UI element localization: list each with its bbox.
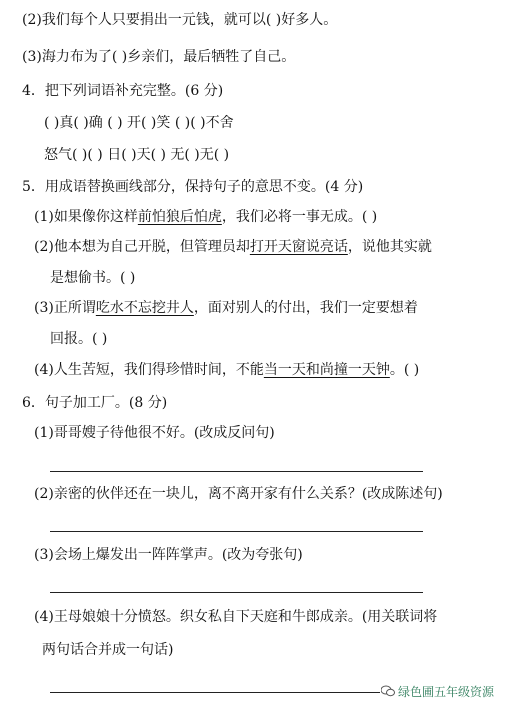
wechat-logo-icon [381,685,395,700]
q6-item-1: (1)哥哥嫂子待他很不好。(改成反问句) [34,425,275,441]
answer-line-3[interactable] [50,592,423,593]
q5-item-3 [34,298,418,318]
q5-item-3-continued: 回报。( ) [50,331,108,347]
q4-row-1: ( )真( )确 ( ) 开( )笑 ( )( )不舍 [44,115,234,131]
q4-row-2: 怒气( )( ) 日( )天( ) 无( )无( ) [44,147,230,163]
q5-item-4-underlined-phrase: 当一天和尚撞一天钟 [263,362,390,378]
q5-item-1-text-a: (1)如果像你这样 [34,209,138,225]
q3-item-2: (2)我们每个人只要捐出一元钱，就可以( )好多人。 [22,12,338,28]
answer-line-1[interactable] [50,471,423,472]
q6-item-3: (3)会场上爆发出一阵阵掌声。(改为夸张句) [34,547,303,563]
q5-item-1-underlined-phrase: 前怕狼后怕虎 [137,209,222,225]
q6-item-2: (2)亲密的伙伴还在一块儿，离不离开家有什么关系？(改成陈述句) [34,486,443,502]
q5-item-2-text-a: (2)他本想为自己开脱，但管理员却 [34,239,250,255]
answer-line-2[interactable] [50,531,423,532]
q6-item-4-continued: 两句话合并成一句话) [42,642,174,658]
watermark-text: 绿色圃五年级资源 [398,685,495,699]
answer-line-4[interactable] [50,692,380,693]
q5-item-3-underlined-phrase: 吃水不忘挖井人 [95,300,194,316]
q5-item-2-underlined-phrase: 打开天窗说亮话 [249,239,348,255]
q6-item-4: (4)王母娘娘十分愤怒。织女私自下天庭和牛郎成亲。(用关联词将 [34,609,438,625]
q4-heading: 4．把下列词语补充完整。(6 分) [22,83,224,99]
q3-item-3: (3)海力布为了( )乡亲们，最后牺牲了自己。 [22,49,296,65]
q6-heading: 6．句子加工厂。(8 分) [22,395,168,411]
watermark [381,683,494,700]
q5-item-3-text-a: (3)正所谓 [34,300,96,316]
q5-item-3-text-b: ，面对别人的付出，我们一定要想着 [193,300,418,316]
q5-item-2 [34,237,432,257]
q5-item-1 [34,207,377,227]
q5-item-4-text-a: (4)人生苦短，我们得珍惜时间，不能 [34,362,264,378]
q5-item-4 [34,360,419,380]
q5-item-2-text-b: ，说他其实就 [347,239,432,255]
q5-item-4-text-b: 。( ) [389,362,420,378]
q5-heading: 5．用成语替换画线部分，保持句子的意思不变。(4 分) [22,179,364,195]
q5-item-2-continued: 是想偷书。( ) [50,270,136,286]
q5-item-1-text-b: ，我们必将一事无成。( ) [221,209,378,225]
